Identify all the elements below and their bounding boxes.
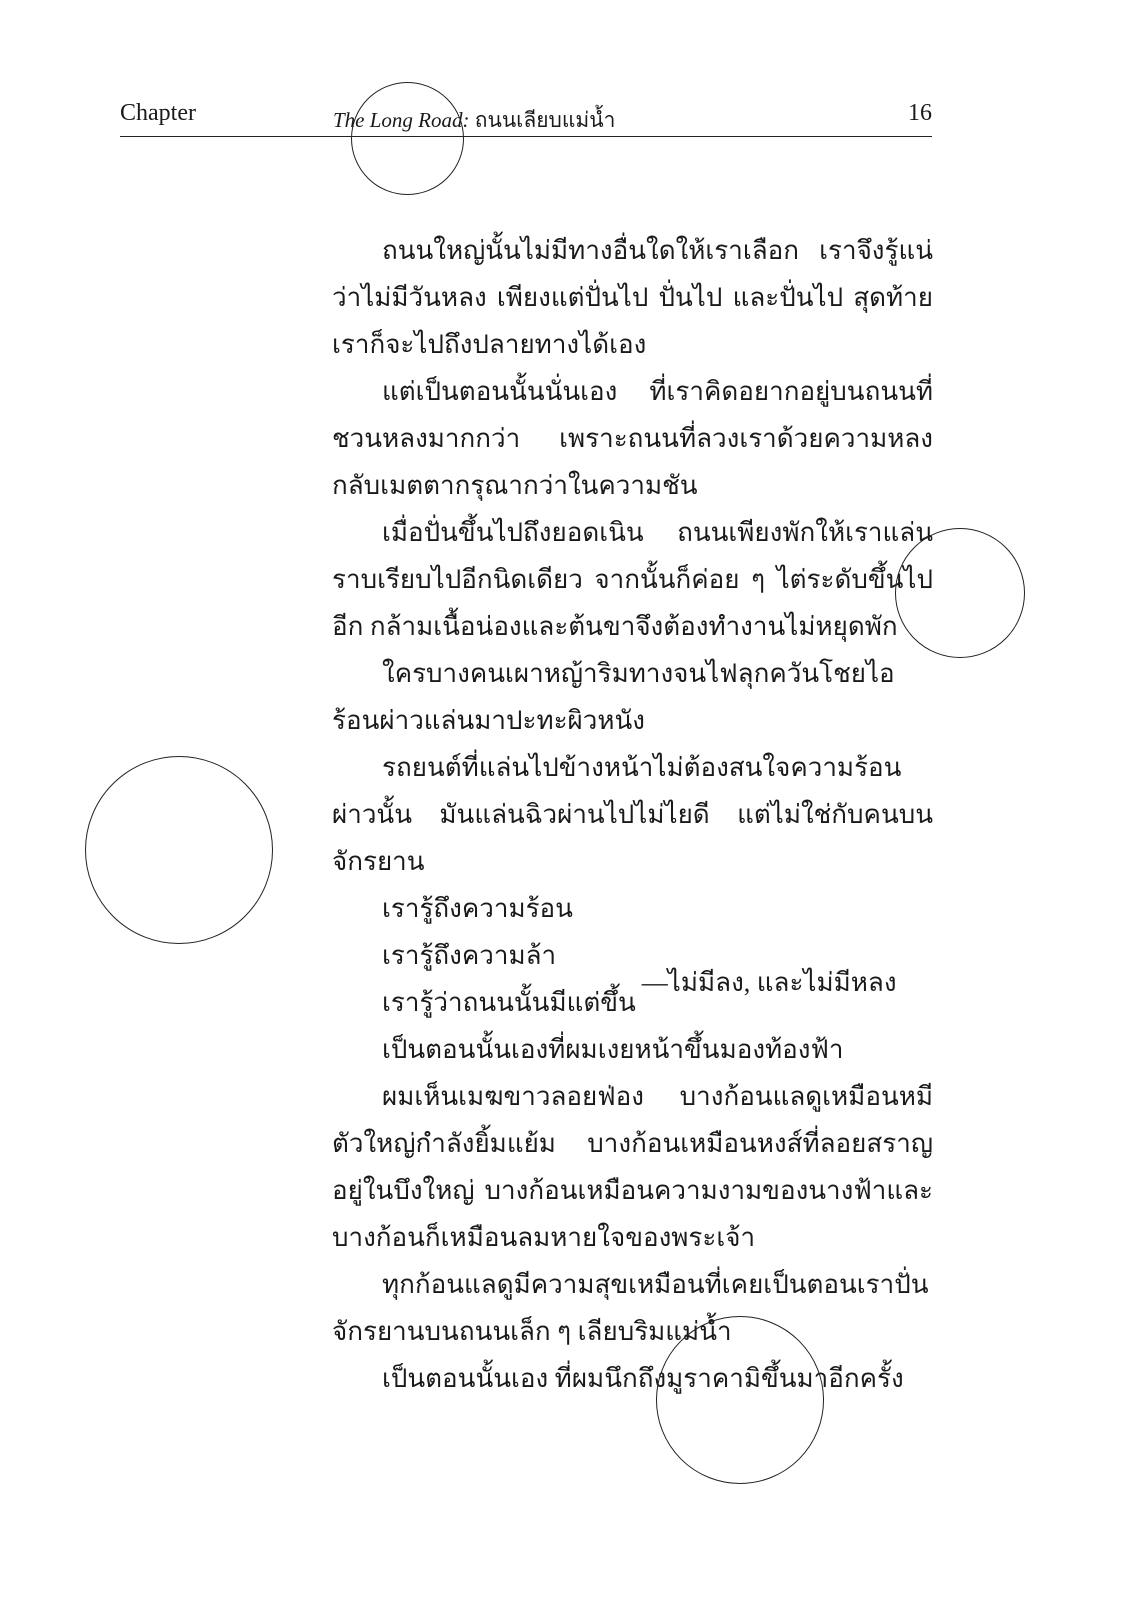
paragraph-8-text: เรารู้ว่าถนนนั้นมีแต่ขึ้น — [382, 988, 636, 1017]
header-title-thai: ถนนเลียบแม่น้ำ — [474, 108, 616, 132]
paragraph-5: รถยนต์ที่แล่นไปข้างหน้าไม่ต้องสนใจความร้อนผ่าวนั้น มันแล่นฉิวผ่านไปไม่ไยดี แต่ไม่ใช่กับคนบนจักรยาน — [332, 753, 933, 876]
page-number: 16 — [908, 100, 932, 126]
paragraph-1: ถนนใหญ่นั้นไม่มีทางอื่นใดให้เราเลือก เราจึงรู้แน่ว่าไม่มีวันหลง เพียงแต่ปั่นไป ปั่นไป และปั่นไป สุดท้ายเราก็จะไปถึงปลายทางได้เอง — [332, 236, 933, 359]
paragraph-8 — [332, 968, 933, 1026]
header-divider — [120, 136, 932, 137]
header-book-title — [333, 104, 615, 137]
header-chapter-label: Chapter — [120, 100, 196, 126]
paragraph-12: เป็นตอนนั้นเอง ที่ผมนึกถึงมูราคามิขึ้นมาอีกครั้ง — [382, 1364, 904, 1393]
paragraph-9: เป็นตอนนั้นเองที่ผมเงยหน้าขึ้นมองท้องฟ้า — [382, 1035, 844, 1064]
paragraph-2: แต่เป็นตอนนั้นนั่นเอง ที่เราคิดอยากอยู่บนถนนที่ชวนหลงมากกว่า เพราะถนนที่ลวงเราด้วยความหลงกลับเมตตากรุณากว่าในความชัน — [332, 377, 933, 500]
body-text — [332, 227, 933, 1402]
paragraph-7: เรารู้ถึงความล้า — [382, 941, 557, 970]
paragraph-6: เรารู้ถึงความร้อน — [382, 894, 573, 923]
header-title-english: The Long Road: — [333, 108, 470, 132]
paragraph-4: ใครบางคนเผาหญ้าริมทางจนไฟลุกควันโชยไอร้อนผ่าวแล่นมาปะทะผิวหนัง — [332, 659, 895, 735]
paragraph-11: ทุกก้อนแลดูมีความสุขเหมือนที่เคยเป็นตอนเราปั่นจักรยานบนถนนเล็ก ๆ เลียบริมแม่น้ำ — [332, 1270, 929, 1346]
circle-mark-left-margin — [85, 756, 273, 944]
paragraph-10: ผมเห็นเมฆขาวลอยฟ่อง บางก้อนแลดูเหมือนหมีตัวใหญ่กำลังยิ้มแย้ม บางก้อนเหมือนหงส์ที่ลอยสราญอยู่ในบึงใหญ่ บางก้อนเหมือนความงามของนางฟ้าและบางก้อนก็เหมือนลมหายใจของพระเจ้า — [332, 1082, 933, 1252]
paragraph-8-aside: —ไม่มีลง, และไม่มีหลง — [641, 968, 897, 997]
running-header — [120, 96, 932, 136]
paragraph-3: เมื่อปั่นขึ้นไปถึงยอดเนิน ถนนเพียงพักให้เราแล่นราบเรียบไปอีกนิดเดียว จากนั้นก็ค่อย ๆ ไต่ระดับขึ้นไปอีก กล้ามเนื้อน่องและต้นขาจึงต้องทำงานไม่หยุดพัก — [332, 518, 933, 641]
